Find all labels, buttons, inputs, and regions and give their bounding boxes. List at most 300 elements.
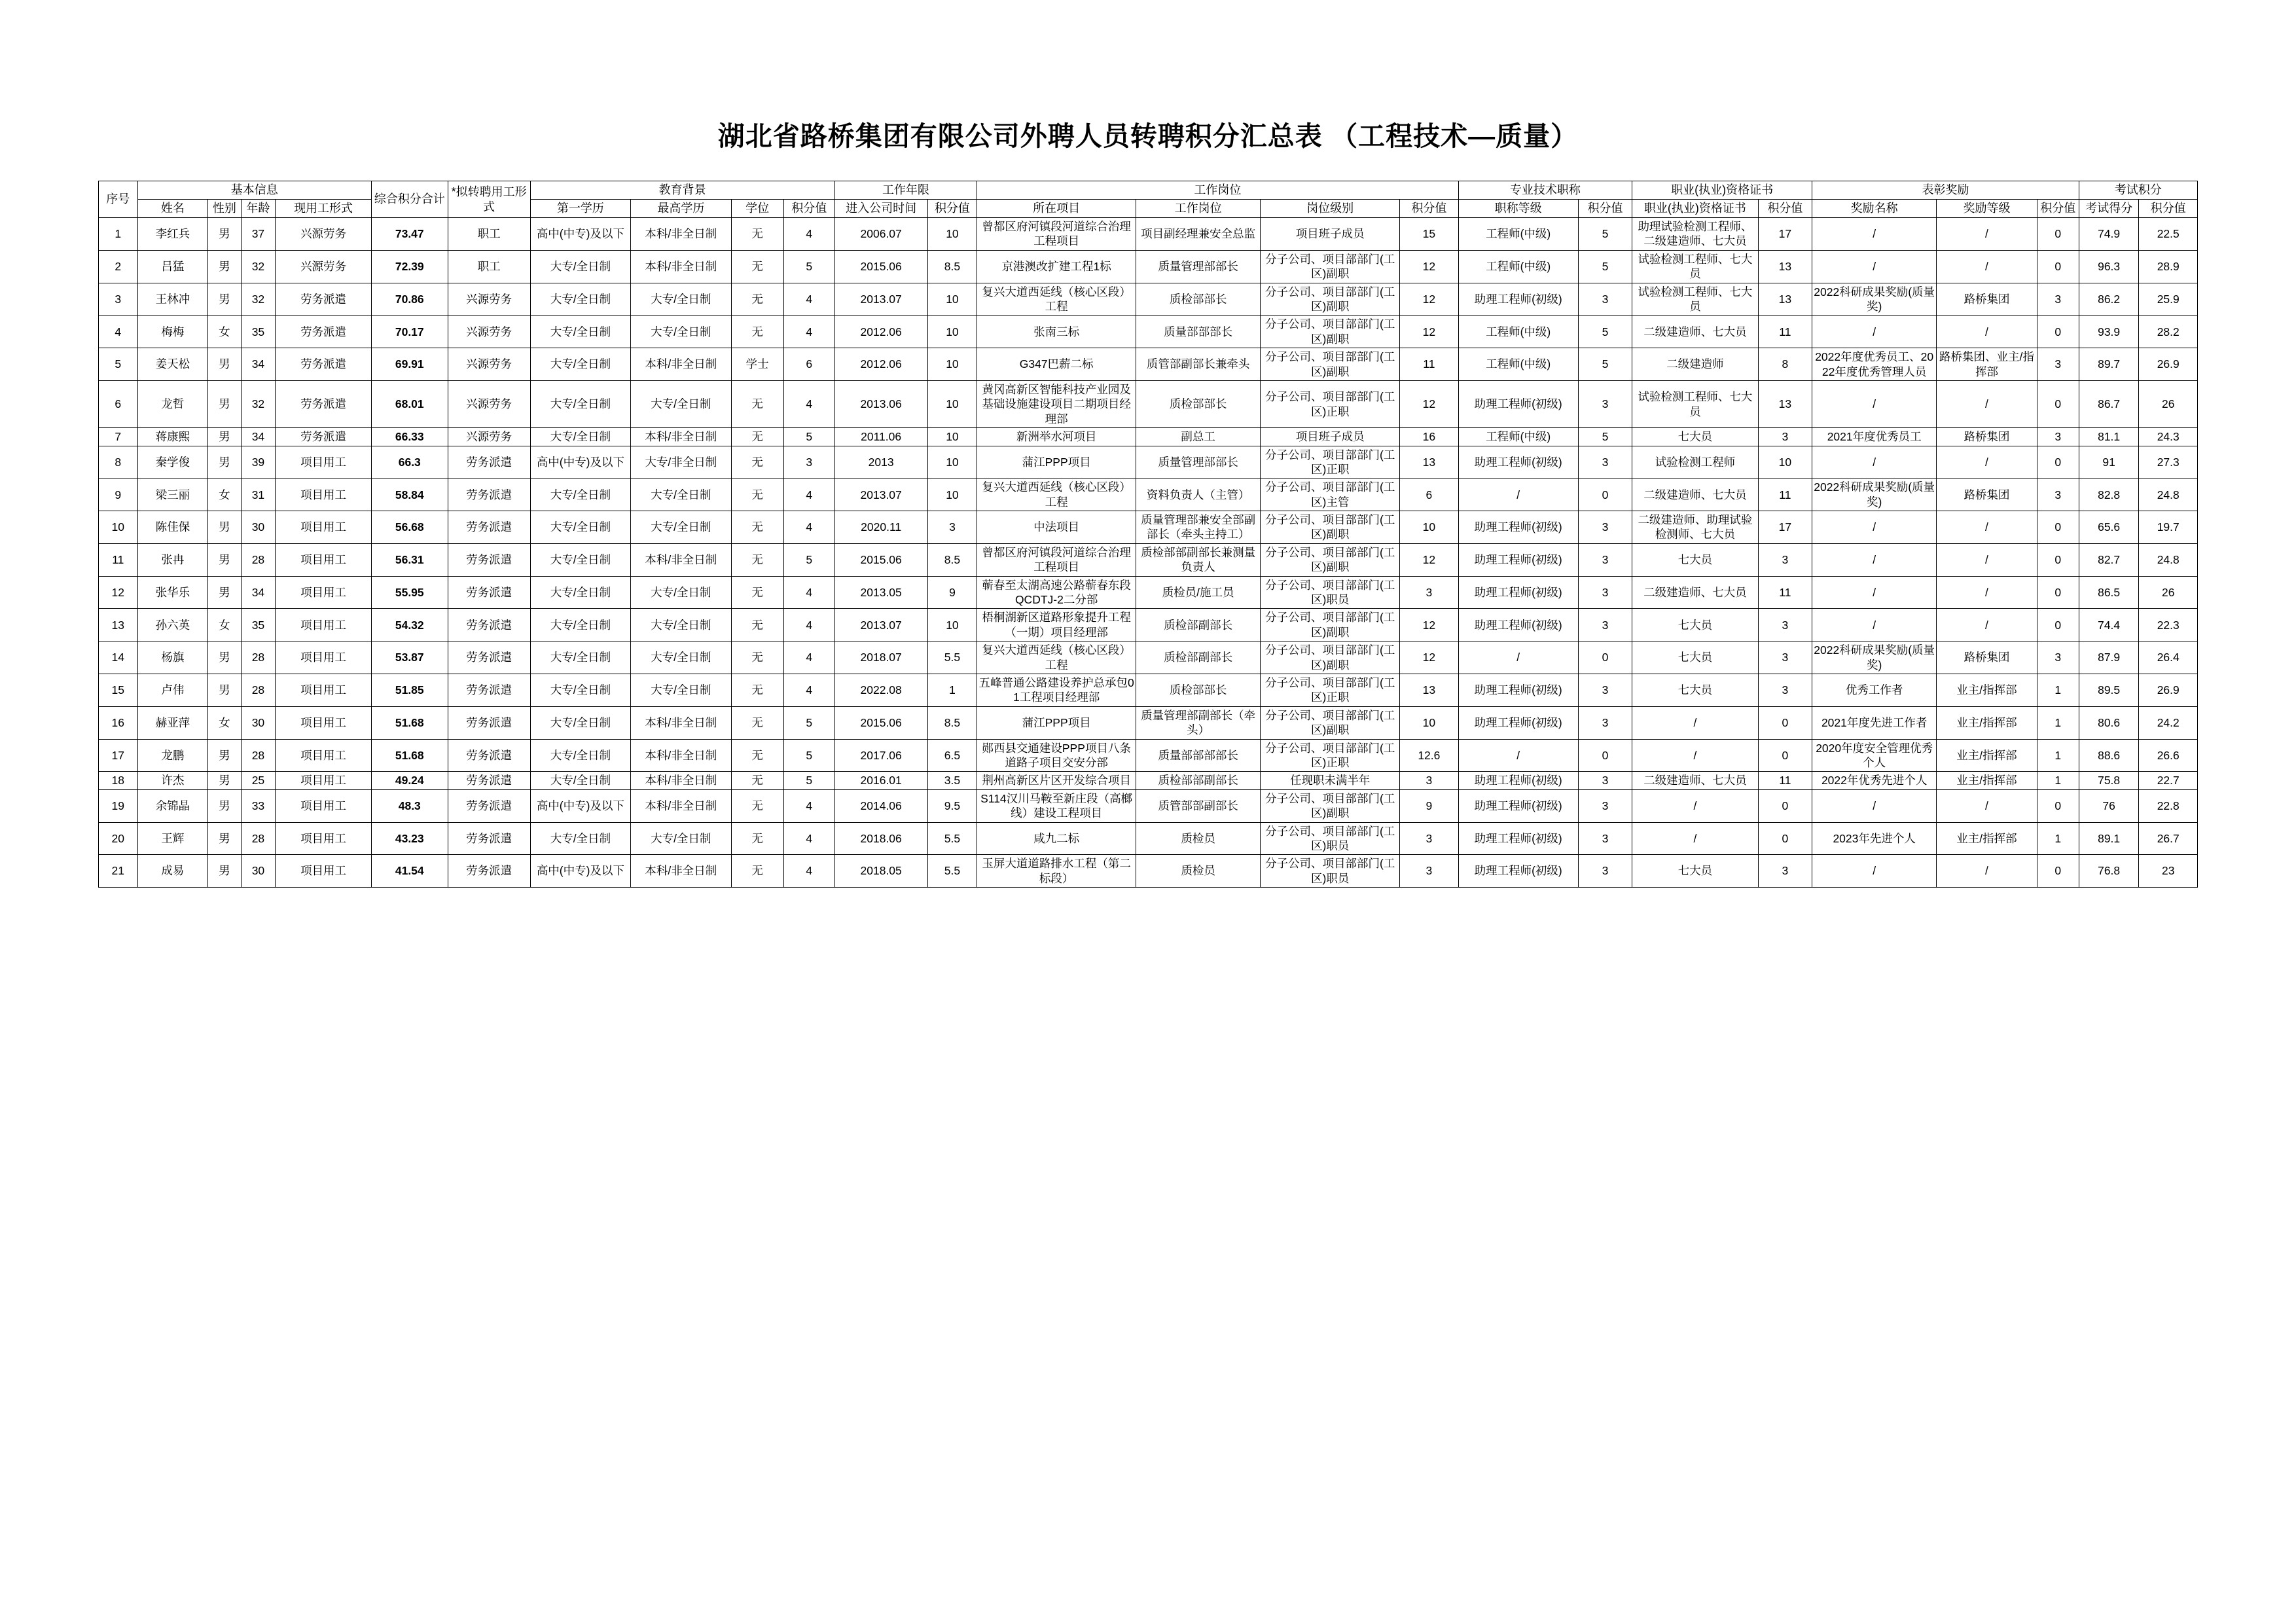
cell-post-score: 12 bbox=[1400, 641, 1458, 674]
cell-edu-highest: 本科/非全日制 bbox=[631, 428, 731, 446]
cell-exam-points: 25.9 bbox=[2139, 283, 2198, 316]
cell-edu-first: 大专/全日制 bbox=[530, 641, 630, 674]
cell-age: 28 bbox=[241, 674, 276, 707]
cell-total-score: 51.68 bbox=[371, 739, 448, 772]
table-row bbox=[99, 789, 2198, 822]
cell-exam-score: 82.7 bbox=[2079, 543, 2139, 576]
col-title-score: 积分值 bbox=[1578, 200, 1632, 218]
cell-degree: 无 bbox=[731, 428, 783, 446]
cell-edu-highest: 本科/非全日制 bbox=[631, 706, 731, 739]
page-title: 湖北省路桥集团有限公司外聘人员转聘积分汇总表 （工程技术—质量） bbox=[717, 121, 1579, 151]
cell-seq: 10 bbox=[99, 511, 138, 544]
cell-exam-score: 96.3 bbox=[2079, 250, 2139, 283]
cell-edu-first: 大专/全日制 bbox=[530, 609, 630, 641]
cell-degree: 无 bbox=[731, 218, 783, 251]
cell-exam-points: 26.6 bbox=[2139, 739, 2198, 772]
cell-age: 31 bbox=[241, 478, 276, 511]
cell-current-form: 项目用工 bbox=[276, 855, 372, 888]
cell-title-score: 3 bbox=[1578, 283, 1632, 316]
cell-age: 32 bbox=[241, 380, 276, 427]
cell-post: 质检部部长 bbox=[1136, 380, 1261, 427]
cell-post-level: 任现职未满半年 bbox=[1261, 772, 1400, 789]
cell-post-level: 分子公司、项目部部门(工区)正职 bbox=[1261, 739, 1400, 772]
cell-post-level: 分子公司、项目部部门(工区)副职 bbox=[1261, 348, 1400, 381]
cell-post-level: 分子公司、项目部部门(工区)副职 bbox=[1261, 789, 1400, 822]
col-edu-score: 积分值 bbox=[783, 200, 834, 218]
cell-award-name: / bbox=[1812, 789, 1937, 822]
cell-gender: 男 bbox=[208, 641, 241, 674]
cell-title-level: 助理工程师(初级) bbox=[1458, 283, 1578, 316]
cell-plan-form: 兴源劳务 bbox=[448, 348, 530, 381]
cell-award-level: 业主/指挥部 bbox=[1937, 706, 2037, 739]
cell-award-name: 2022科研成果奖励(质量奖) bbox=[1812, 478, 1937, 511]
cell-join-time: 2013 bbox=[834, 446, 927, 478]
col-gender: 性别 bbox=[208, 200, 241, 218]
cell-edu-highest: 大专/全日制 bbox=[631, 674, 731, 707]
cell-project: 郧西县交通建设PPP项目八条道路子项目交安分部 bbox=[977, 739, 1136, 772]
col-post: 工作岗位 bbox=[1136, 200, 1261, 218]
cell-post-score: 3 bbox=[1400, 822, 1458, 855]
cell-join-time: 2020.11 bbox=[834, 511, 927, 544]
cell-post: 质管部部副部长 bbox=[1136, 789, 1261, 822]
cell-current-form: 劳务派遣 bbox=[276, 348, 372, 381]
cell-award-score: 0 bbox=[2037, 576, 2079, 609]
cell-award-score: 0 bbox=[2037, 316, 2079, 348]
cell-exam-points: 23 bbox=[2139, 855, 2198, 888]
cell-exam-score: 88.6 bbox=[2079, 739, 2139, 772]
cell-plan-form: 劳务派遣 bbox=[448, 511, 530, 544]
cell-exam-score: 75.8 bbox=[2079, 772, 2139, 789]
cell-exam-score: 91 bbox=[2079, 446, 2139, 478]
cell-total-score: 66.3 bbox=[371, 446, 448, 478]
cell-title-level: 助理工程师(初级) bbox=[1458, 706, 1578, 739]
cell-name: 张冉 bbox=[137, 543, 208, 576]
cell-award-level: 路桥集团 bbox=[1937, 641, 2037, 674]
cell-total-score: 55.95 bbox=[371, 576, 448, 609]
cell-current-form: 项目用工 bbox=[276, 543, 372, 576]
cell-cert: 七大员 bbox=[1632, 428, 1758, 446]
cell-name: 吕猛 bbox=[137, 250, 208, 283]
cell-seq: 7 bbox=[99, 428, 138, 446]
cell-name: 蒋康熙 bbox=[137, 428, 208, 446]
cell-gender: 女 bbox=[208, 478, 241, 511]
cell-degree: 无 bbox=[731, 641, 783, 674]
cell-edu-highest: 本科/非全日制 bbox=[631, 789, 731, 822]
cell-join-time: 2012.06 bbox=[834, 348, 927, 381]
cell-total-score: 72.39 bbox=[371, 250, 448, 283]
cell-total-score: 56.31 bbox=[371, 543, 448, 576]
cell-name: 秦学俊 bbox=[137, 446, 208, 478]
cell-project: 蒲江PPP项目 bbox=[977, 446, 1136, 478]
cell-edu-score: 4 bbox=[783, 822, 834, 855]
cell-post: 质检部副部长 bbox=[1136, 609, 1261, 641]
cell-year-score: 10 bbox=[927, 283, 977, 316]
cell-title-score: 3 bbox=[1578, 446, 1632, 478]
cell-name: 余锦晶 bbox=[137, 789, 208, 822]
cell-edu-highest: 本科/非全日制 bbox=[631, 855, 731, 888]
cell-total-score: 54.32 bbox=[371, 609, 448, 641]
cell-award-score: 0 bbox=[2037, 511, 2079, 544]
table-row bbox=[99, 543, 2198, 576]
table-row bbox=[99, 855, 2198, 888]
cell-year-score: 10 bbox=[927, 446, 977, 478]
cell-cert: 七大员 bbox=[1632, 855, 1758, 888]
cell-cert-score: 13 bbox=[1758, 283, 1812, 316]
cell-degree: 无 bbox=[731, 609, 783, 641]
cell-cert-score: 3 bbox=[1758, 855, 1812, 888]
cell-gender: 男 bbox=[208, 822, 241, 855]
cell-cert-score: 0 bbox=[1758, 706, 1812, 739]
cell-cert: / bbox=[1632, 822, 1758, 855]
cell-gender: 男 bbox=[208, 380, 241, 427]
cell-award-name: / bbox=[1812, 511, 1937, 544]
cell-year-score: 3 bbox=[927, 511, 977, 544]
cell-title-level: / bbox=[1458, 739, 1578, 772]
cell-edu-highest: 本科/非全日制 bbox=[631, 348, 731, 381]
cell-cert-score: 3 bbox=[1758, 428, 1812, 446]
cell-title-score: 5 bbox=[1578, 250, 1632, 283]
cell-name: 姜天松 bbox=[137, 348, 208, 381]
cell-join-time: 2015.06 bbox=[834, 250, 927, 283]
cell-title-score: 3 bbox=[1578, 511, 1632, 544]
header-certificate: 职业(执业)资格证书 bbox=[1632, 181, 1812, 200]
cell-post-score: 12 bbox=[1400, 609, 1458, 641]
cell-cert: 二级建造师、七大员 bbox=[1632, 316, 1758, 348]
cell-total-score: 56.68 bbox=[371, 511, 448, 544]
cell-title-score: 3 bbox=[1578, 706, 1632, 739]
cell-award-score: 0 bbox=[2037, 218, 2079, 251]
cell-year-score: 10 bbox=[927, 218, 977, 251]
cell-year-score: 9.5 bbox=[927, 789, 977, 822]
cell-project: 黄冈高新区智能科技产业园及基础设施建设项目二期项目经理部 bbox=[977, 380, 1136, 427]
col-award-name: 奖励名称 bbox=[1812, 200, 1937, 218]
cell-current-form: 项目用工 bbox=[276, 789, 372, 822]
cell-degree: 无 bbox=[731, 250, 783, 283]
cell-post: 质管部副部长兼牵头 bbox=[1136, 348, 1261, 381]
cell-plan-form: 兴源劳务 bbox=[448, 283, 530, 316]
cell-exam-points: 24.8 bbox=[2139, 543, 2198, 576]
cell-cert-score: 3 bbox=[1758, 674, 1812, 707]
cell-edu-first: 大专/全日制 bbox=[530, 250, 630, 283]
cell-title-level: 助理工程师(初级) bbox=[1458, 674, 1578, 707]
table-row bbox=[99, 478, 2198, 511]
cell-name: 赫亚萍 bbox=[137, 706, 208, 739]
cell-award-score: 0 bbox=[2037, 446, 2079, 478]
cell-seq: 15 bbox=[99, 674, 138, 707]
cell-edu-highest: 大专/全日制 bbox=[631, 576, 731, 609]
cell-exam-points: 26.9 bbox=[2139, 348, 2198, 381]
cell-edu-highest: 大专/全日制 bbox=[631, 641, 731, 674]
cell-edu-highest: 大专/全日制 bbox=[631, 283, 731, 316]
cell-edu-first: 高中(中专)及以下 bbox=[530, 446, 630, 478]
cell-plan-form: 兴源劳务 bbox=[448, 428, 530, 446]
cell-title-score: 3 bbox=[1578, 772, 1632, 789]
cell-post: 质检部副部长 bbox=[1136, 641, 1261, 674]
cell-cert-score: 3 bbox=[1758, 543, 1812, 576]
header-education: 教育背景 bbox=[530, 181, 834, 200]
cell-post-score: 12 bbox=[1400, 283, 1458, 316]
cell-join-time: 2014.06 bbox=[834, 789, 927, 822]
cell-award-score: 0 bbox=[2037, 609, 2079, 641]
cell-current-form: 兴源劳务 bbox=[276, 218, 372, 251]
cell-year-score: 10 bbox=[927, 609, 977, 641]
cell-cert-score: 8 bbox=[1758, 348, 1812, 381]
cell-edu-score: 5 bbox=[783, 739, 834, 772]
cell-current-form: 项目用工 bbox=[276, 609, 372, 641]
cell-join-time: 2018.05 bbox=[834, 855, 927, 888]
cell-title-level: 助理工程师(初级) bbox=[1458, 511, 1578, 544]
cell-edu-highest: 本科/非全日制 bbox=[631, 250, 731, 283]
col-exam-points: 积分值 bbox=[2139, 200, 2198, 218]
table-row bbox=[99, 772, 2198, 789]
cell-title-score: 3 bbox=[1578, 380, 1632, 427]
cell-year-score: 10 bbox=[927, 380, 977, 427]
cell-cert-score: 17 bbox=[1758, 511, 1812, 544]
cell-cert-score: 11 bbox=[1758, 576, 1812, 609]
cell-title-score: 0 bbox=[1578, 641, 1632, 674]
cell-plan-form: 兴源劳务 bbox=[448, 380, 530, 427]
cell-post: 质检员 bbox=[1136, 822, 1261, 855]
cell-plan-form: 职工 bbox=[448, 218, 530, 251]
cell-join-time: 2013.06 bbox=[834, 380, 927, 427]
cell-current-form: 项目用工 bbox=[276, 641, 372, 674]
cell-award-name: / bbox=[1812, 316, 1937, 348]
cell-cert: / bbox=[1632, 706, 1758, 739]
cell-gender: 男 bbox=[208, 739, 241, 772]
cell-year-score: 10 bbox=[927, 348, 977, 381]
table-row bbox=[99, 641, 2198, 674]
cell-cert: 七大员 bbox=[1632, 641, 1758, 674]
cell-exam-points: 22.8 bbox=[2139, 789, 2198, 822]
cell-plan-form: 劳务派遣 bbox=[448, 641, 530, 674]
cell-cert: 二级建造师、七大员 bbox=[1632, 478, 1758, 511]
table-row bbox=[99, 380, 2198, 427]
cell-plan-form: 劳务派遣 bbox=[448, 543, 530, 576]
cell-current-form: 劳务派遣 bbox=[276, 380, 372, 427]
cell-name: 许杰 bbox=[137, 772, 208, 789]
cell-award-name: 2022科研成果奖励(质量奖) bbox=[1812, 283, 1937, 316]
cell-year-score: 1 bbox=[927, 674, 977, 707]
cell-cert-score: 11 bbox=[1758, 478, 1812, 511]
cell-award-level: / bbox=[1937, 511, 2037, 544]
cell-award-name: / bbox=[1812, 576, 1937, 609]
cell-join-time: 2006.07 bbox=[834, 218, 927, 251]
cell-name: 成易 bbox=[137, 855, 208, 888]
cell-award-level: / bbox=[1937, 380, 2037, 427]
cell-cert: 试验检测工程师、七大员 bbox=[1632, 283, 1758, 316]
cell-year-score: 8.5 bbox=[927, 706, 977, 739]
cell-post-level: 分子公司、项目部部门(工区)副职 bbox=[1261, 609, 1400, 641]
cell-total-score: 69.91 bbox=[371, 348, 448, 381]
cell-post: 质检部部副部长兼测量负责人 bbox=[1136, 543, 1261, 576]
cell-post-score: 16 bbox=[1400, 428, 1458, 446]
cell-degree: 无 bbox=[731, 316, 783, 348]
cell-edu-first: 大专/全日制 bbox=[530, 739, 630, 772]
cell-seq: 11 bbox=[99, 543, 138, 576]
cell-gender: 男 bbox=[208, 250, 241, 283]
cell-age: 25 bbox=[241, 772, 276, 789]
col-join-time: 进入公司时间 bbox=[834, 200, 927, 218]
header-awards: 表彰奖励 bbox=[1812, 181, 2079, 200]
cell-degree: 无 bbox=[731, 511, 783, 544]
cell-post-level: 分子公司、项目部部门(工区)职员 bbox=[1261, 822, 1400, 855]
cell-total-score: 53.87 bbox=[371, 641, 448, 674]
cell-edu-score: 5 bbox=[783, 543, 834, 576]
cell-exam-score: 74.4 bbox=[2079, 609, 2139, 641]
cell-current-form: 劳务派遣 bbox=[276, 316, 372, 348]
cell-plan-form: 劳务派遣 bbox=[448, 576, 530, 609]
header-work-years: 工作年限 bbox=[834, 181, 977, 200]
cell-current-form: 劳务派遣 bbox=[276, 428, 372, 446]
cell-post: 资料负责人（主管） bbox=[1136, 478, 1261, 511]
col-post-score: 积分值 bbox=[1400, 200, 1458, 218]
cell-total-score: 68.01 bbox=[371, 380, 448, 427]
cell-cert: 试验检测工程师 bbox=[1632, 446, 1758, 478]
cell-project: 中法项目 bbox=[977, 511, 1136, 544]
cell-post: 质量部部部部长 bbox=[1136, 739, 1261, 772]
cell-post-score: 12 bbox=[1400, 316, 1458, 348]
cell-age: 28 bbox=[241, 543, 276, 576]
cell-project: 蕲春至太湖高速公路蕲春东段QCDTJ-2二分部 bbox=[977, 576, 1136, 609]
cell-cert-score: 11 bbox=[1758, 772, 1812, 789]
cell-plan-form: 兴源劳务 bbox=[448, 316, 530, 348]
cell-current-form: 项目用工 bbox=[276, 739, 372, 772]
cell-year-score: 8.5 bbox=[927, 250, 977, 283]
cell-exam-score: 86.5 bbox=[2079, 576, 2139, 609]
cell-join-time: 2013.07 bbox=[834, 609, 927, 641]
cell-title-score: 0 bbox=[1578, 478, 1632, 511]
score-summary-table bbox=[98, 181, 2198, 888]
cell-post: 质检部部副部长 bbox=[1136, 772, 1261, 789]
cell-plan-form: 劳务派遣 bbox=[448, 855, 530, 888]
cell-plan-form: 劳务派遣 bbox=[448, 478, 530, 511]
cell-exam-score: 93.9 bbox=[2079, 316, 2139, 348]
cell-current-form: 项目用工 bbox=[276, 446, 372, 478]
cell-gender: 男 bbox=[208, 511, 241, 544]
cell-exam-score: 74.9 bbox=[2079, 218, 2139, 251]
cell-year-score: 5.5 bbox=[927, 855, 977, 888]
cell-current-form: 项目用工 bbox=[276, 478, 372, 511]
table-body bbox=[99, 218, 2198, 888]
col-exam-score: 考试得分 bbox=[2079, 200, 2139, 218]
cell-post-score: 13 bbox=[1400, 674, 1458, 707]
cell-award-score: 1 bbox=[2037, 706, 2079, 739]
cell-year-score: 5.5 bbox=[927, 822, 977, 855]
cell-total-score: 48.3 bbox=[371, 789, 448, 822]
cell-award-score: 1 bbox=[2037, 674, 2079, 707]
cell-exam-score: 86.7 bbox=[2079, 380, 2139, 427]
cell-gender: 女 bbox=[208, 609, 241, 641]
cell-seq: 6 bbox=[99, 380, 138, 427]
cell-gender: 男 bbox=[208, 218, 241, 251]
header-plan-form: *拟转聘用工形式 bbox=[448, 181, 530, 218]
cell-exam-points: 22.7 bbox=[2139, 772, 2198, 789]
cell-degree: 无 bbox=[731, 855, 783, 888]
cell-post: 质量部部部长 bbox=[1136, 316, 1261, 348]
cell-post: 项目副经理兼安全总监 bbox=[1136, 218, 1261, 251]
cell-edu-score: 5 bbox=[783, 250, 834, 283]
cell-edu-score: 4 bbox=[783, 380, 834, 427]
cell-exam-score: 89.5 bbox=[2079, 674, 2139, 707]
cell-seq: 3 bbox=[99, 283, 138, 316]
cell-cert-score: 0 bbox=[1758, 822, 1812, 855]
cell-post: 质量管理部副部长（牵头） bbox=[1136, 706, 1261, 739]
cell-title-level: 工程师(中级) bbox=[1458, 428, 1578, 446]
cell-title-level: 助理工程师(初级) bbox=[1458, 789, 1578, 822]
cell-gender: 女 bbox=[208, 316, 241, 348]
cell-total-score: 70.17 bbox=[371, 316, 448, 348]
cell-title-level: 助理工程师(初级) bbox=[1458, 576, 1578, 609]
cell-post-score: 12 bbox=[1400, 250, 1458, 283]
cell-title-level: 助理工程师(初级) bbox=[1458, 772, 1578, 789]
cell-post-level: 分子公司、项目部部门(工区)副职 bbox=[1261, 706, 1400, 739]
cell-post-score: 11 bbox=[1400, 348, 1458, 381]
table-header-group-row bbox=[99, 181, 2198, 200]
cell-exam-score: 87.9 bbox=[2079, 641, 2139, 674]
cell-current-form: 项目用工 bbox=[276, 576, 372, 609]
cell-edu-score: 4 bbox=[783, 855, 834, 888]
cell-title-score: 3 bbox=[1578, 674, 1632, 707]
cell-current-form: 项目用工 bbox=[276, 674, 372, 707]
cell-degree: 无 bbox=[731, 739, 783, 772]
cell-year-score: 10 bbox=[927, 428, 977, 446]
header-basic-info: 基本信息 bbox=[137, 181, 371, 200]
cell-join-time: 2013.07 bbox=[834, 283, 927, 316]
cell-degree: 无 bbox=[731, 576, 783, 609]
cell-exam-points: 28.9 bbox=[2139, 250, 2198, 283]
cell-post-level: 分子公司、项目部部门(工区)正职 bbox=[1261, 674, 1400, 707]
cell-edu-score: 4 bbox=[783, 674, 834, 707]
cell-award-score: 1 bbox=[2037, 772, 2079, 789]
cell-gender: 男 bbox=[208, 283, 241, 316]
cell-award-score: 1 bbox=[2037, 739, 2079, 772]
cell-edu-first: 大专/全日制 bbox=[530, 428, 630, 446]
cell-project: 京港澳改扩建工程1标 bbox=[977, 250, 1136, 283]
cell-name: 卢伟 bbox=[137, 674, 208, 707]
cell-gender: 男 bbox=[208, 576, 241, 609]
cell-post: 质量管理部部长 bbox=[1136, 446, 1261, 478]
header-work-post: 工作岗位 bbox=[977, 181, 1458, 200]
cell-edu-highest: 本科/非全日制 bbox=[631, 739, 731, 772]
cell-project: 荆州高新区片区开发综合项目 bbox=[977, 772, 1136, 789]
col-award-score: 积分值 bbox=[2037, 200, 2079, 218]
cell-edu-highest: 大专/非全日制 bbox=[631, 446, 731, 478]
cell-award-level: / bbox=[1937, 250, 2037, 283]
cell-cert: 二级建造师 bbox=[1632, 348, 1758, 381]
cell-award-name: 2021年度先进工作者 bbox=[1812, 706, 1937, 739]
cell-post-level: 分子公司、项目部部门(工区)副职 bbox=[1261, 543, 1400, 576]
cell-award-score: 3 bbox=[2037, 478, 2079, 511]
cell-award-level: / bbox=[1937, 316, 2037, 348]
cell-age: 28 bbox=[241, 739, 276, 772]
cell-award-score: 3 bbox=[2037, 641, 2079, 674]
cell-edu-first: 大专/全日制 bbox=[530, 283, 630, 316]
table-row bbox=[99, 250, 2198, 283]
cell-join-time: 2022.08 bbox=[834, 674, 927, 707]
cell-edu-highest: 大专/全日制 bbox=[631, 822, 731, 855]
col-year-score: 积分值 bbox=[927, 200, 977, 218]
table-row bbox=[99, 316, 2198, 348]
cell-award-score: 3 bbox=[2037, 348, 2079, 381]
cell-award-name: 2020年度安全管理优秀个人 bbox=[1812, 739, 1937, 772]
cell-name: 梁三丽 bbox=[137, 478, 208, 511]
cell-edu-score: 4 bbox=[783, 789, 834, 822]
cell-post-level: 分子公司、项目部部门(工区)正职 bbox=[1261, 446, 1400, 478]
cell-seq: 17 bbox=[99, 739, 138, 772]
cell-title-level: / bbox=[1458, 478, 1578, 511]
cell-join-time: 2013.07 bbox=[834, 478, 927, 511]
cell-seq: 4 bbox=[99, 316, 138, 348]
